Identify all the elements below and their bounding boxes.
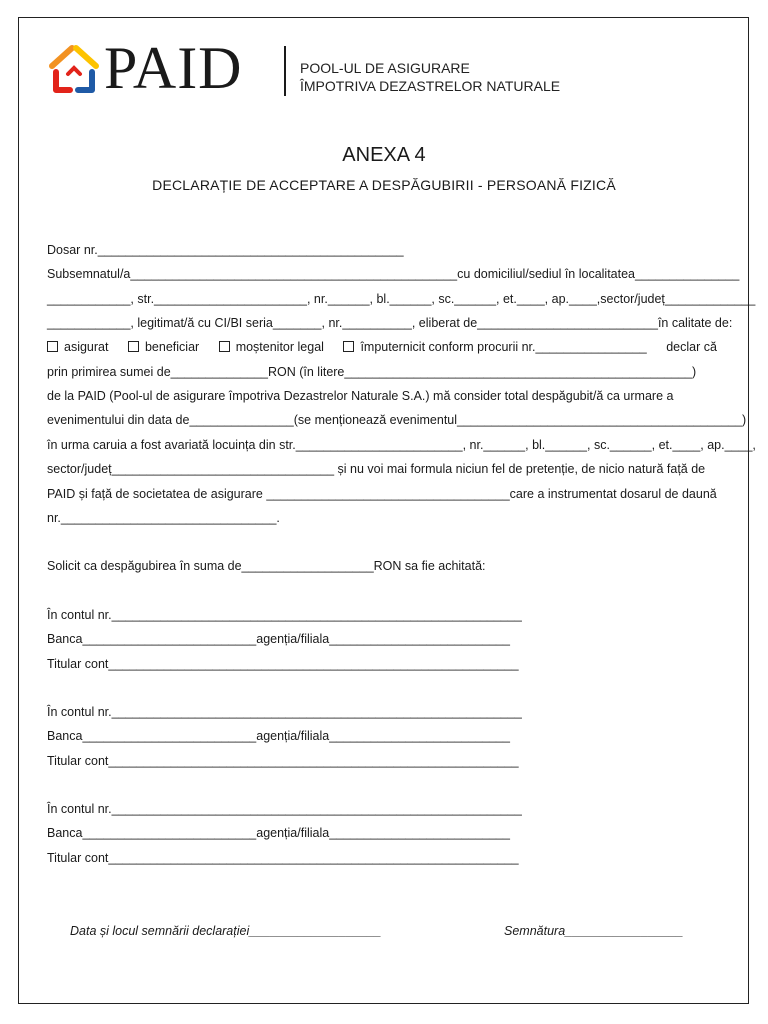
domiciliu-field: cu domiciliul/sediul în localitatea_______________: [457, 267, 740, 281]
org-line-1: POOL-UL DE ASIGURARE: [300, 60, 470, 76]
account-2-holder: Titular cont___________________________________________________________: [47, 754, 519, 768]
logo-wordmark: PAID: [104, 35, 243, 101]
document-subtitle: DECLARAȚIE DE ACCEPTARE A DESPĂGUBIRII - PERSOANĂ FIZICĂ: [152, 177, 616, 193]
subsemnat-line: [47, 266, 740, 282]
option-beneficiar[interactable]: [128, 339, 199, 355]
account-2-number: În contul nr.___________________________________________________________: [47, 705, 522, 719]
mostenitor-checkbox[interactable]: [219, 341, 230, 352]
mostenitor-label: moștenitor legal: [235, 340, 324, 354]
address-fields: ____________, str.______________________, nr.______, bl.______, sc.______, et.____, ap.____,: [47, 292, 601, 306]
organization-name: [300, 59, 560, 95]
option-asigurat[interactable]: [47, 339, 108, 355]
capacity-checkbox-row: [47, 339, 717, 355]
insurer-line: PAID și față de societatea de asigurare ___________________________________care a instrumentat dosarul de daună: [47, 487, 717, 501]
dosar-line: Dosar nr.____________________________________________: [47, 243, 404, 257]
account-1-number: În contul nr.___________________________________________________________: [47, 608, 522, 622]
account-1-bank: Banca_________________________agenția/filiala__________________________: [47, 632, 510, 646]
account-3-holder: Titular cont___________________________________________________________: [47, 851, 519, 865]
subsemnat-name-field: Subsemnatul/a_______________________________________________: [47, 267, 458, 281]
id-card-line: [47, 315, 733, 331]
account-3-number: În contul nr.___________________________________________________________: [47, 802, 522, 816]
damaged-address-line: în urma caruia a fost avariată locuința din str.________________________, nr.______, bl.______, sc.______, et.____, ap.____,: [47, 438, 756, 452]
claim-number-line: nr._______________________________.: [47, 511, 280, 525]
imputernicit-label: împuternicit conform procurii nr.________________: [360, 340, 647, 354]
account-1-holder: Titular cont___________________________________________________________: [47, 657, 519, 671]
account-3-bank: Banca_________________________agenția/filiala__________________________: [47, 826, 510, 840]
capacity-label: în calitate de:: [657, 316, 733, 330]
logo-divider: [284, 46, 286, 96]
org-line-2: ÎMPOTRIVA DEZASTRELOR NATURALE: [300, 78, 561, 94]
annex-title: ANEXA 4: [342, 144, 426, 166]
payment-request-line: Solicit ca despăgubirea în suma de___________________RON sa fie achitată:: [47, 559, 486, 573]
id-card-fields: ____________, legitimat/ă cu CI/BI seria_______, nr.__________, eliberat de__________________________: [47, 316, 658, 330]
option-mostenitor[interactable]: [219, 339, 324, 355]
imputernicit-checkbox[interactable]: [343, 341, 354, 352]
beneficiar-checkbox[interactable]: [128, 341, 139, 352]
option-imputernicit[interactable]: [343, 339, 646, 355]
declar-label: declar că: [666, 340, 717, 354]
asigurat-checkbox[interactable]: [47, 341, 58, 352]
amount-line: prin primirea sumei de______________RON (în litere__________________________________________________): [47, 365, 697, 379]
sector-claim-line: sector/județ________________________________ și nu voi mai formula niciun fel de pretenție, de nicio natură față de: [47, 462, 706, 476]
address-line: [47, 291, 756, 307]
paid-house-logo-icon: [48, 44, 100, 96]
asigurat-label: asigurat: [64, 340, 109, 354]
paid-statement-line: de la PAID (Pool-ul de asigurare împotriva Dezastrelor Naturale S.A.) mă consider total despăgubit/ă ca urmare a: [47, 389, 674, 403]
account-2-bank: Banca_________________________agenția/filiala__________________________: [47, 729, 510, 743]
signature-field: Semnătura_________________: [504, 924, 684, 938]
event-date-line: evenimentului din data de_______________(se menționează evenimentul_________________________________________): [47, 413, 747, 427]
beneficiar-label: beneficiar: [144, 340, 200, 354]
sector-field: sector/județ_____________: [600, 292, 756, 306]
signature-date-place: Data și locul semnării declarației___________________: [70, 924, 382, 938]
